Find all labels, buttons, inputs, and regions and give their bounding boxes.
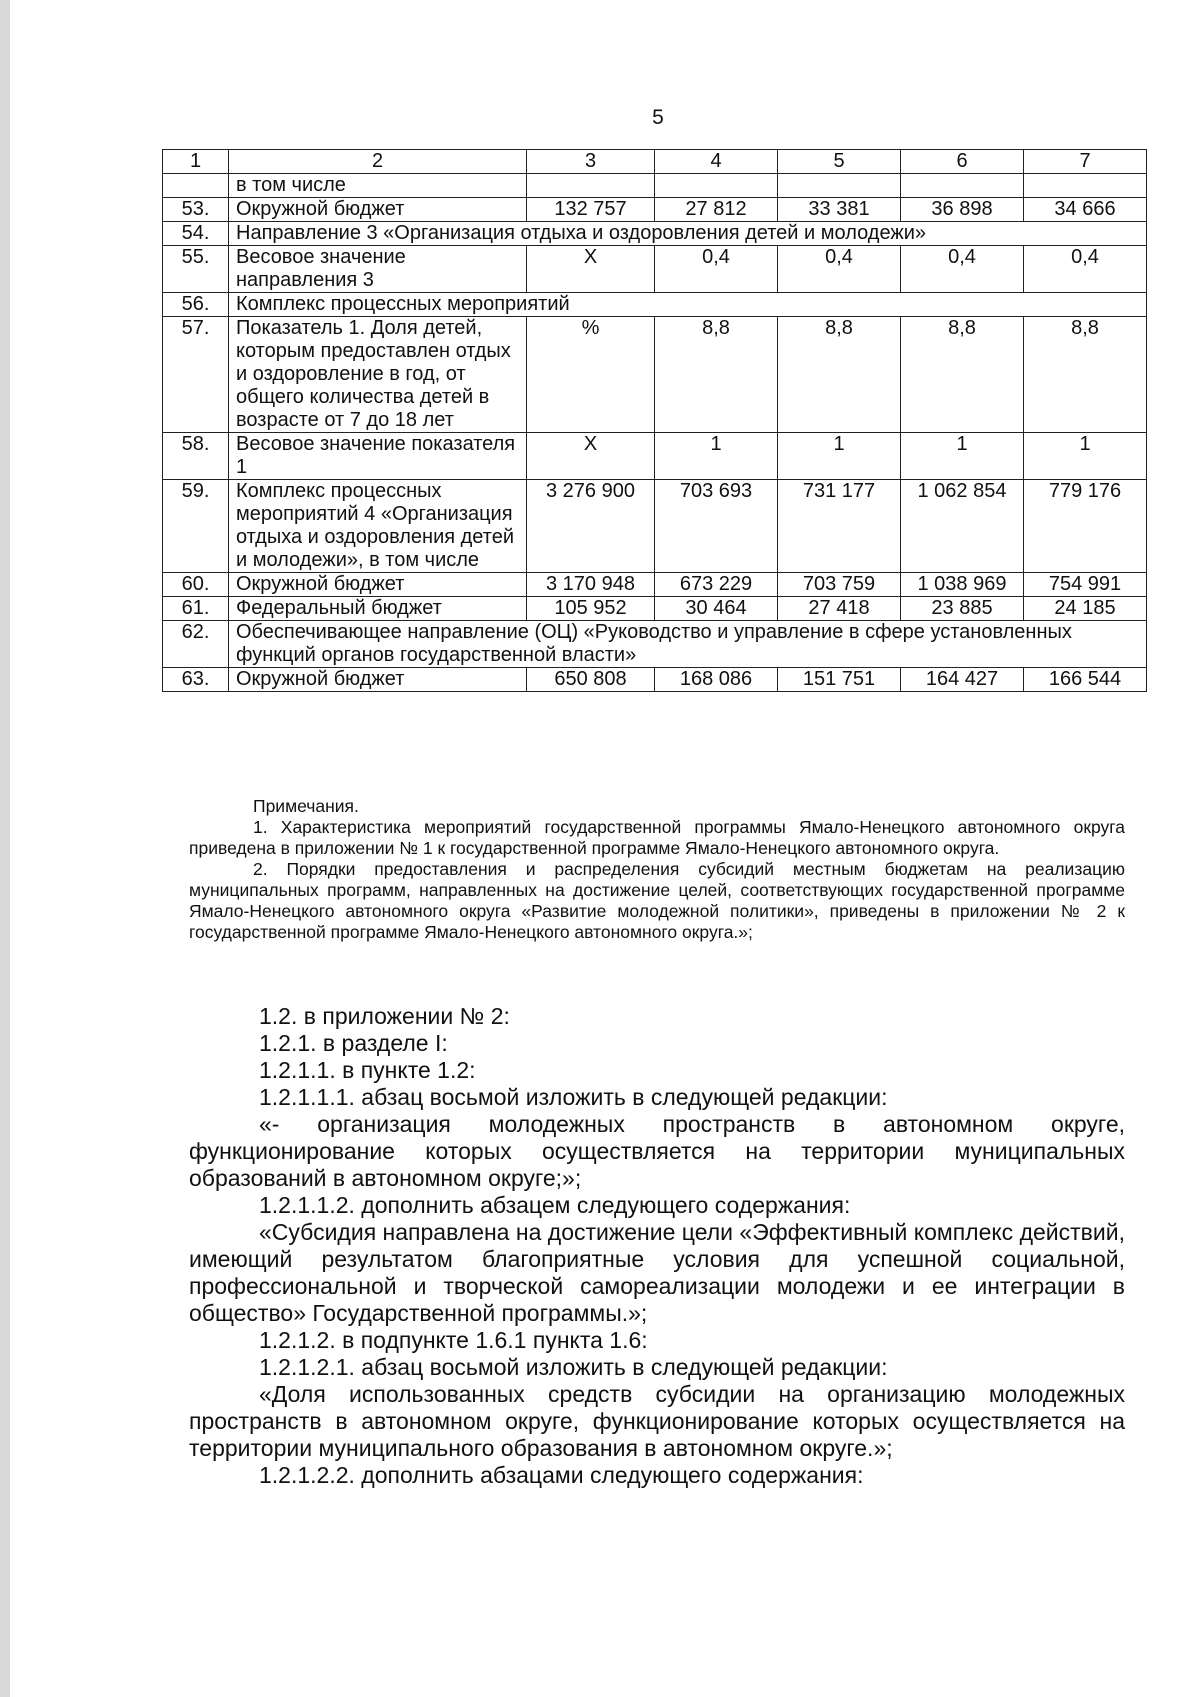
section-heading-cell: Направление 3 «Организация отдыха и оздоровления детей и молодежи» [229, 222, 1147, 246]
budget-table [162, 149, 1147, 692]
value-cell: 166 544 [1024, 668, 1147, 692]
value-cell: 1 [655, 433, 778, 480]
value-cell: 8,8 [778, 317, 901, 433]
section-heading-cell: Комплекс процессных мероприятий [229, 293, 1147, 317]
header-cell: 5 [778, 150, 901, 174]
value-cell: 0,4 [655, 246, 778, 293]
value-cell: 731 177 [778, 480, 901, 573]
row-number: 61. [163, 597, 229, 621]
table-row [163, 293, 1147, 317]
row-label: Федеральный бюджет [229, 597, 527, 621]
value-cell: 164 427 [901, 668, 1024, 692]
value-cell: 8,8 [901, 317, 1024, 433]
row-label: Окружной бюджет [229, 668, 527, 692]
header-cell: 3 [527, 150, 655, 174]
budget-table-body [163, 150, 1147, 692]
value-cell: 34 666 [1024, 198, 1147, 222]
value-cell: 703 759 [778, 573, 901, 597]
row-number: 60. [163, 573, 229, 597]
value-cell [778, 174, 901, 198]
value-cell: 1 038 969 [901, 573, 1024, 597]
table-row [163, 174, 1147, 198]
value-cell: 754 991 [1024, 573, 1147, 597]
header-cell: 7 [1024, 150, 1147, 174]
paragraph: 1.2.1.1. в пункте 1.2: [259, 1057, 476, 1083]
note-1: 1. Характеристика мероприятий государственной программы Ямало-Ненецкого автономного округа приведена в приложении № 1 к государственной программе Ямало-Ненецкого автономного округа. [189, 817, 1125, 858]
value-cell: 3 276 900 [527, 480, 655, 573]
row-label: Окружной бюджет [229, 198, 527, 222]
table-row [163, 246, 1147, 293]
paragraph: «- организация молодежных пространств в автономном округе, функционирование которых осуществляется на территории муниципальных образований в автономном округе;»; [189, 1111, 1125, 1191]
value-cell: 650 808 [527, 668, 655, 692]
value-cell: 105 952 [527, 597, 655, 621]
page-number: 5 [652, 106, 664, 129]
value-cell [901, 174, 1024, 198]
row-number: 59. [163, 480, 229, 573]
value-cell: 1 [901, 433, 1024, 480]
notes-section [189, 796, 1125, 943]
row-number: 56. [163, 293, 229, 317]
header-cell: 4 [655, 150, 778, 174]
value-cell: 8,8 [655, 317, 778, 433]
header-cell: 6 [901, 150, 1024, 174]
row-label: в том числе [229, 174, 527, 198]
row-label: Весовое значение показателя 1 [229, 433, 527, 480]
value-cell [655, 174, 778, 198]
table-row [163, 317, 1147, 433]
paragraph: 1.2.1.1.1. абзац восьмой изложить в следующей редакции: [259, 1084, 888, 1110]
page-edge [0, 0, 10, 1697]
paragraph: 1.2.1.2.2. дополнить абзацами следующего содержания: [259, 1462, 864, 1488]
row-number [163, 174, 229, 198]
notes-title: Примечания. [253, 796, 359, 816]
paragraph: 1.2.1.1.2. дополнить абзацем следующего содержания: [259, 1192, 851, 1218]
table-row [163, 433, 1147, 480]
value-cell: 151 751 [778, 668, 901, 692]
value-cell: 24 185 [1024, 597, 1147, 621]
row-label: Весовое значение направления 3 [229, 246, 527, 293]
paragraph: 1.2.1.2.1. абзац восьмой изложить в следующей редакции: [259, 1354, 888, 1380]
paragraph: 1.2.1. в разделе I: [259, 1030, 448, 1056]
paragraph: «Доля использованных средств субсидии на организацию молодежных пространств в автономном округе, функционирование которых осуществляется на территории муниципального образования в автономном округе.»; [189, 1381, 1125, 1461]
row-number: 62. [163, 621, 229, 668]
row-number: 53. [163, 198, 229, 222]
value-cell [527, 174, 655, 198]
table-row [163, 573, 1147, 597]
value-cell: 1 [1024, 433, 1147, 480]
value-cell: % [527, 317, 655, 433]
value-cell [1024, 174, 1147, 198]
value-cell: 0,4 [1024, 246, 1147, 293]
value-cell: 168 086 [655, 668, 778, 692]
header-cell: 1 [163, 150, 229, 174]
amendment-text [189, 1003, 1125, 1489]
header-cell: 2 [229, 150, 527, 174]
value-cell: X [527, 433, 655, 480]
table-row [163, 480, 1147, 573]
value-cell: 27 812 [655, 198, 778, 222]
table-row [163, 198, 1147, 222]
value-cell: 703 693 [655, 480, 778, 573]
table-row [163, 597, 1147, 621]
row-number: 63. [163, 668, 229, 692]
row-label: Комплекс процессных мероприятий 4 «Организация отдыха и оздоровления детей и молодежи», в том числе [229, 480, 527, 573]
value-cell: 779 176 [1024, 480, 1147, 573]
row-number: 58. [163, 433, 229, 480]
value-cell: 1 062 854 [901, 480, 1024, 573]
value-cell: 30 464 [655, 597, 778, 621]
value-cell: 27 418 [778, 597, 901, 621]
section-heading-cell: Обеспечивающее направление (ОЦ) «Руководство и управление в сфере установленных функций органов государственной власти» [229, 621, 1147, 668]
paragraph: «Субсидия направлена на достижение цели «Эффективный комплекс действий, имеющий результатом благоприятные условия для успешной социальной, профессиональной и творческой самореализации молодежи и ее интеграции в общество» Государственной программы.»; [189, 1219, 1125, 1326]
row-label: Показатель 1. Доля детей, которым предоставлен отдых и оздоровление в год, от общего количества детей в возрасте от 7 до 18 лет [229, 317, 527, 433]
value-cell: 132 757 [527, 198, 655, 222]
value-cell: 33 381 [778, 198, 901, 222]
row-number: 54. [163, 222, 229, 246]
paragraph: 1.2.1.2. в подпункте 1.6.1 пункта 1.6: [259, 1327, 648, 1353]
value-cell: 36 898 [901, 198, 1024, 222]
row-number: 57. [163, 317, 229, 433]
paragraph: 1.2. в приложении № 2: [259, 1003, 510, 1029]
value-cell: 8,8 [1024, 317, 1147, 433]
value-cell: 23 885 [901, 597, 1024, 621]
row-number: 55. [163, 246, 229, 293]
row-label: Окружной бюджет [229, 573, 527, 597]
table-header-row [163, 150, 1147, 174]
value-cell: 3 170 948 [527, 573, 655, 597]
table-row [163, 621, 1147, 668]
value-cell: 673 229 [655, 573, 778, 597]
value-cell: X [527, 246, 655, 293]
table-row [163, 222, 1147, 246]
value-cell: 0,4 [778, 246, 901, 293]
note-2: 2. Порядки предоставления и распределения субсидий местным бюджетам на реализацию муниципальных программ, направленных на достижение целей, соответствующих государственной программе Ямало-Ненецкого автономного округа «Развитие молодежной политики», приведены в приложении № 2 к государственной программе Ямало-Ненецкого автономного округа.»; [189, 859, 1125, 942]
value-cell: 0,4 [901, 246, 1024, 293]
table-row [163, 668, 1147, 692]
value-cell: 1 [778, 433, 901, 480]
